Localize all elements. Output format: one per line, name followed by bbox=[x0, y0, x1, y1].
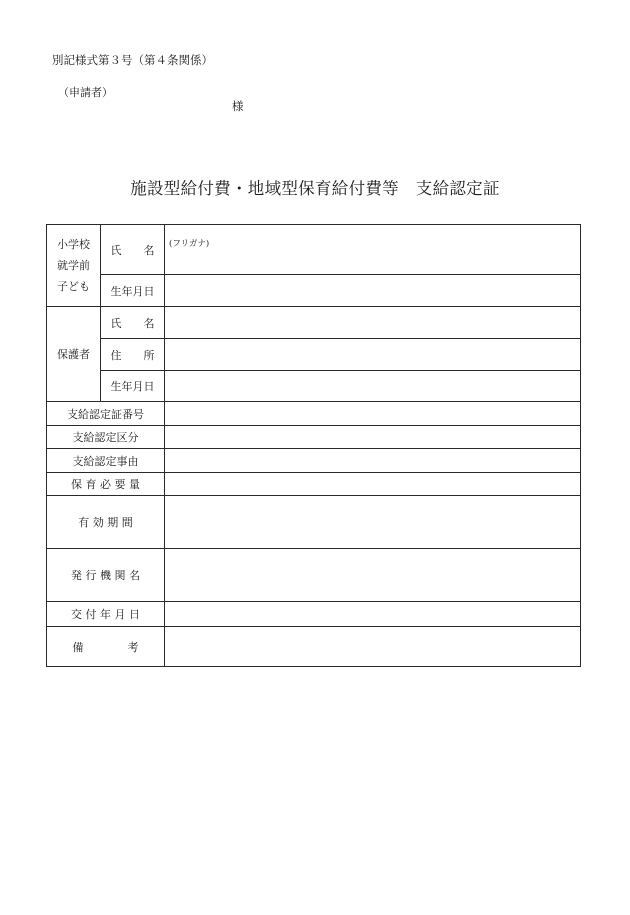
validity-period-label: 有 効 期 間 bbox=[47, 496, 165, 549]
care-amount-field[interactable] bbox=[165, 473, 581, 496]
child-birthdate-field[interactable] bbox=[165, 275, 581, 307]
table-row bbox=[47, 627, 581, 667]
table-row bbox=[47, 225, 581, 275]
child-birthdate-label: 生年月日 bbox=[101, 275, 165, 307]
guardian-name-field[interactable] bbox=[165, 307, 581, 339]
child-name-field[interactable] bbox=[165, 225, 581, 275]
table-row bbox=[47, 426, 581, 449]
table-row bbox=[47, 473, 581, 496]
applicant-label: （申請者） bbox=[58, 86, 113, 99]
guardian-address-label: 住 所 bbox=[101, 339, 165, 371]
table-row bbox=[47, 371, 581, 402]
cert-reason-label: 支給認定事由 bbox=[47, 449, 165, 473]
guardian-name-label: 氏 名 bbox=[101, 307, 165, 339]
issue-date-field[interactable] bbox=[165, 602, 581, 627]
form-reference: 別記様式第３号（第４条関係） bbox=[52, 53, 213, 67]
guardian-birthdate-label: 生年月日 bbox=[101, 371, 165, 402]
guardian-birthdate-field[interactable] bbox=[165, 371, 581, 402]
table-row bbox=[47, 275, 581, 307]
guardian-address-field[interactable] bbox=[165, 339, 581, 371]
furigana-label: (フリガナ) bbox=[169, 239, 210, 249]
table-row bbox=[47, 307, 581, 339]
table-row bbox=[47, 449, 581, 473]
certificate-table bbox=[46, 224, 581, 667]
cert-number-field[interactable] bbox=[165, 402, 581, 426]
cert-reason-field[interactable] bbox=[165, 449, 581, 473]
remarks-field[interactable] bbox=[165, 627, 581, 667]
guardian-group-label: 保護者 bbox=[47, 307, 101, 402]
issuer-label: 発 行 機 関 名 bbox=[47, 549, 165, 602]
remarks-label: 備 考 bbox=[47, 627, 165, 667]
cert-category-field[interactable] bbox=[165, 426, 581, 449]
issue-date-label: 交 付 年 月 日 bbox=[47, 602, 165, 627]
child-group-label: 小学校 就学前 子ども bbox=[47, 225, 101, 307]
document-title: 施設型給付費・地域型保育給付費等 支給認定証 bbox=[130, 179, 500, 198]
validity-period-field[interactable] bbox=[165, 496, 581, 549]
issuer-field[interactable] bbox=[165, 549, 581, 602]
child-name-label: 氏 名 bbox=[101, 225, 165, 275]
table-row bbox=[47, 602, 581, 627]
table-row bbox=[47, 402, 581, 426]
table-row bbox=[47, 496, 581, 549]
honorific-sama: 様 bbox=[232, 99, 244, 113]
cert-number-label: 支給認定証番号 bbox=[47, 402, 165, 426]
table-row bbox=[47, 339, 581, 371]
care-amount-label: 保 育 必 要 量 bbox=[47, 473, 165, 496]
cert-category-label: 支給認定区分 bbox=[47, 426, 165, 449]
table-row bbox=[47, 549, 581, 602]
